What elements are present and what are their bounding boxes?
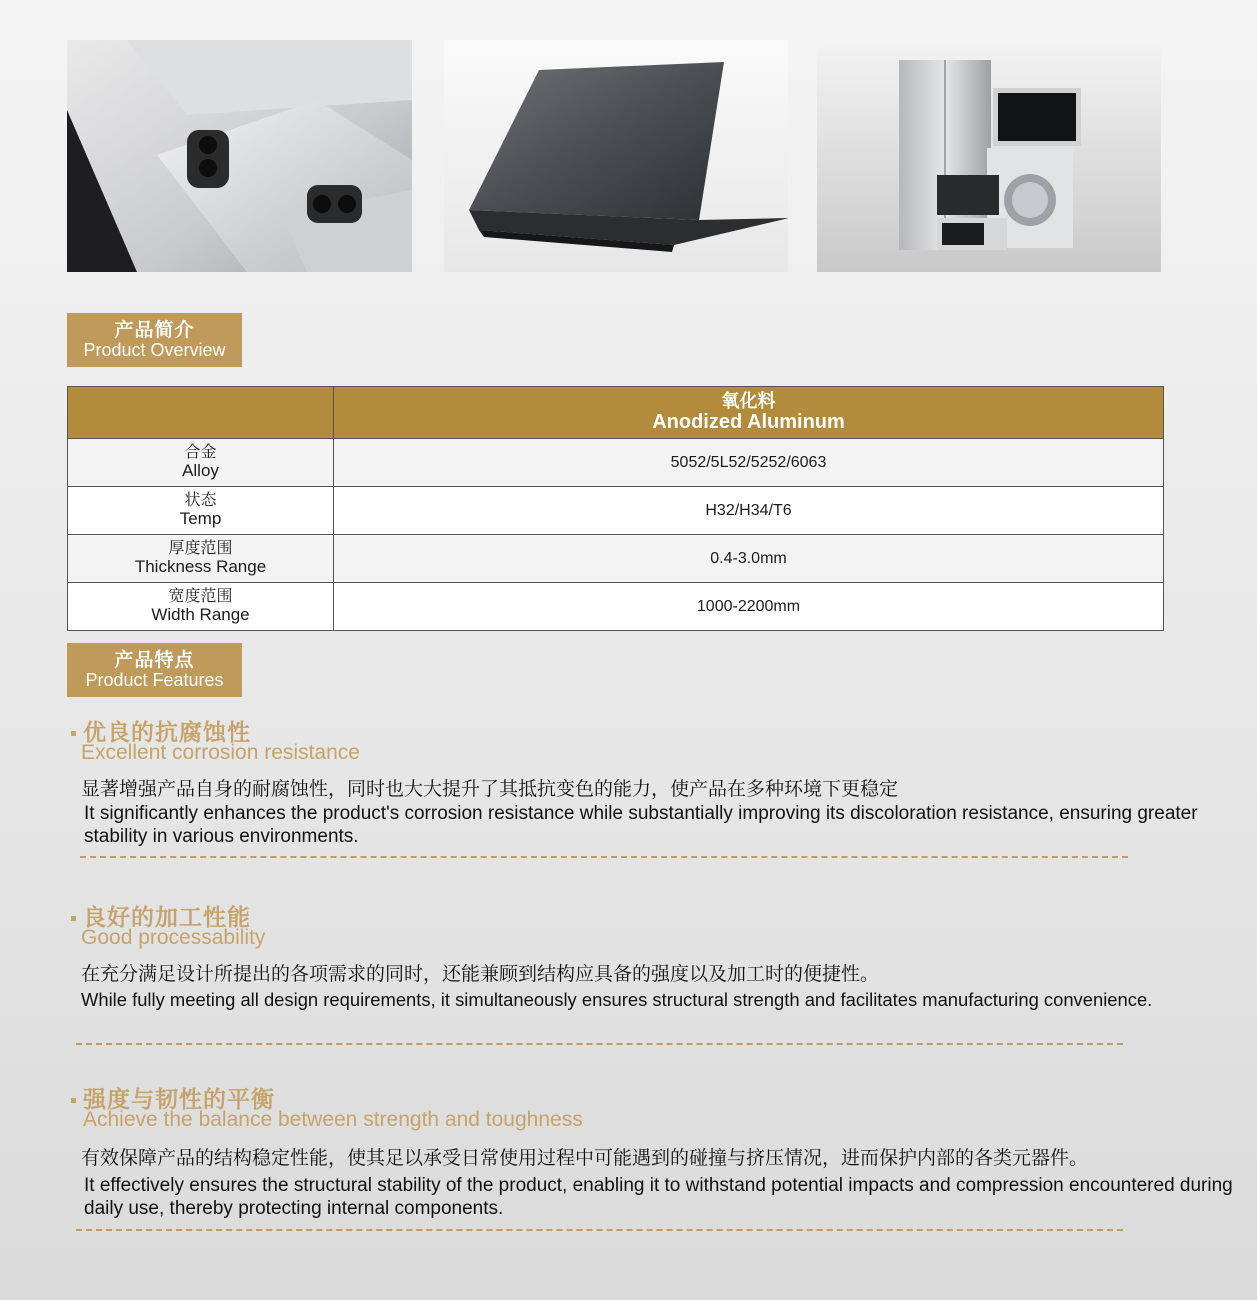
smartphones-image <box>67 40 412 272</box>
table-row <box>68 583 1164 631</box>
smartphones-photo <box>67 40 412 272</box>
bullet-icon <box>71 916 76 921</box>
features-tag-zh: 产品特点 <box>114 649 195 671</box>
material-name-zh: 氧化料 <box>721 390 776 411</box>
row-label-en: Temp <box>179 508 222 528</box>
row-label-width <box>68 583 334 631</box>
feature-desc-zh: 显著增强产品自身的耐腐蚀性，同时也大大提升了其抵抗变色的能力，使产品在多种环境下更稳定 <box>81 779 899 800</box>
table-row <box>68 439 1164 487</box>
feature-desc-zh: 在充分满足设计所提出的各项需求的同时，还能兼顾到结构应具备的强度以及加工时的便捷性。 <box>81 964 880 985</box>
feature-desc-en: While fully meeting all design requirements, it simultaneously ensures structural strength and facilitates manufacturing convenience. <box>81 989 1153 1010</box>
bullet-icon <box>71 731 76 736</box>
feature-divider <box>76 1229 1123 1231</box>
row-label-thickness <box>68 535 334 583</box>
row-label-zh: 厚度范围 <box>168 540 233 558</box>
row-label-en: Thickness Range <box>134 556 267 576</box>
bullet-icon <box>71 1098 76 1103</box>
row-value-temp: H32/H34/T6 <box>334 487 1164 535</box>
home-appliances-image <box>817 40 1161 272</box>
appliances-photo <box>817 40 1161 272</box>
spec-header-material <box>334 387 1164 439</box>
laptop-photo <box>444 40 788 272</box>
overview-section-tag <box>67 313 242 367</box>
table-row <box>68 535 1164 583</box>
feature-title-en: Good processability <box>81 926 266 949</box>
row-label-en: Alloy <box>182 460 219 480</box>
row-label-zh: 宽度范围 <box>168 588 233 606</box>
overview-tag-zh: 产品简介 <box>114 319 195 341</box>
row-value-alloy: 5052/5L52/5252/6063 <box>334 439 1164 487</box>
feature-title-en: Achieve the balance between strength and toughness <box>83 1108 583 1131</box>
feature-title-zh: 良好的加工性能 <box>71 899 251 932</box>
feature-desc-en: It effectively ensures the structural stability of the product, enabling it to withstand potential impacts and compression encountered during daily use, thereby protecting internal components. <box>84 1175 1233 1219</box>
features-tag-en: Product Features <box>85 669 224 690</box>
row-value-width: 1000-2200mm <box>334 583 1164 631</box>
row-value-thickness: 0.4-3.0mm <box>334 535 1164 583</box>
feature-desc-zh: 有效保障产品的结构稳定性能，使其足以承受日常使用过程中可能遇到的碰撞与挤压情况，进而保护内部的各类元器件。 <box>81 1148 1089 1169</box>
table-row <box>68 487 1164 535</box>
spec-table <box>67 386 1164 631</box>
spec-table-header-row <box>68 387 1164 439</box>
row-label-zh: 状态 <box>184 492 217 510</box>
row-label-en: Width Range <box>151 604 250 624</box>
row-label-temp <box>68 487 334 535</box>
feature-title-en: Excellent corrosion resistance <box>81 741 360 764</box>
spec-header-empty-cell <box>68 387 334 439</box>
features-section-tag <box>67 643 242 697</box>
material-name-en: Anodized Aluminum <box>652 411 845 434</box>
feature-desc-en: It significantly enhances the product's corrosion resistance while substantially improving its discoloration resistance, ensuring greater stability in various environments. <box>84 803 1198 847</box>
row-label-alloy <box>68 439 334 487</box>
feature-title-zh: 优良的抗腐蚀性 <box>71 714 251 747</box>
laptop-image <box>444 40 788 272</box>
feature-title-zh: 强度与韧性的平衡 <box>71 1081 275 1114</box>
feature-divider <box>76 1043 1123 1045</box>
overview-tag-en: Product Overview <box>83 339 226 360</box>
feature-divider <box>80 856 1128 858</box>
row-label-zh: 合金 <box>184 444 217 462</box>
